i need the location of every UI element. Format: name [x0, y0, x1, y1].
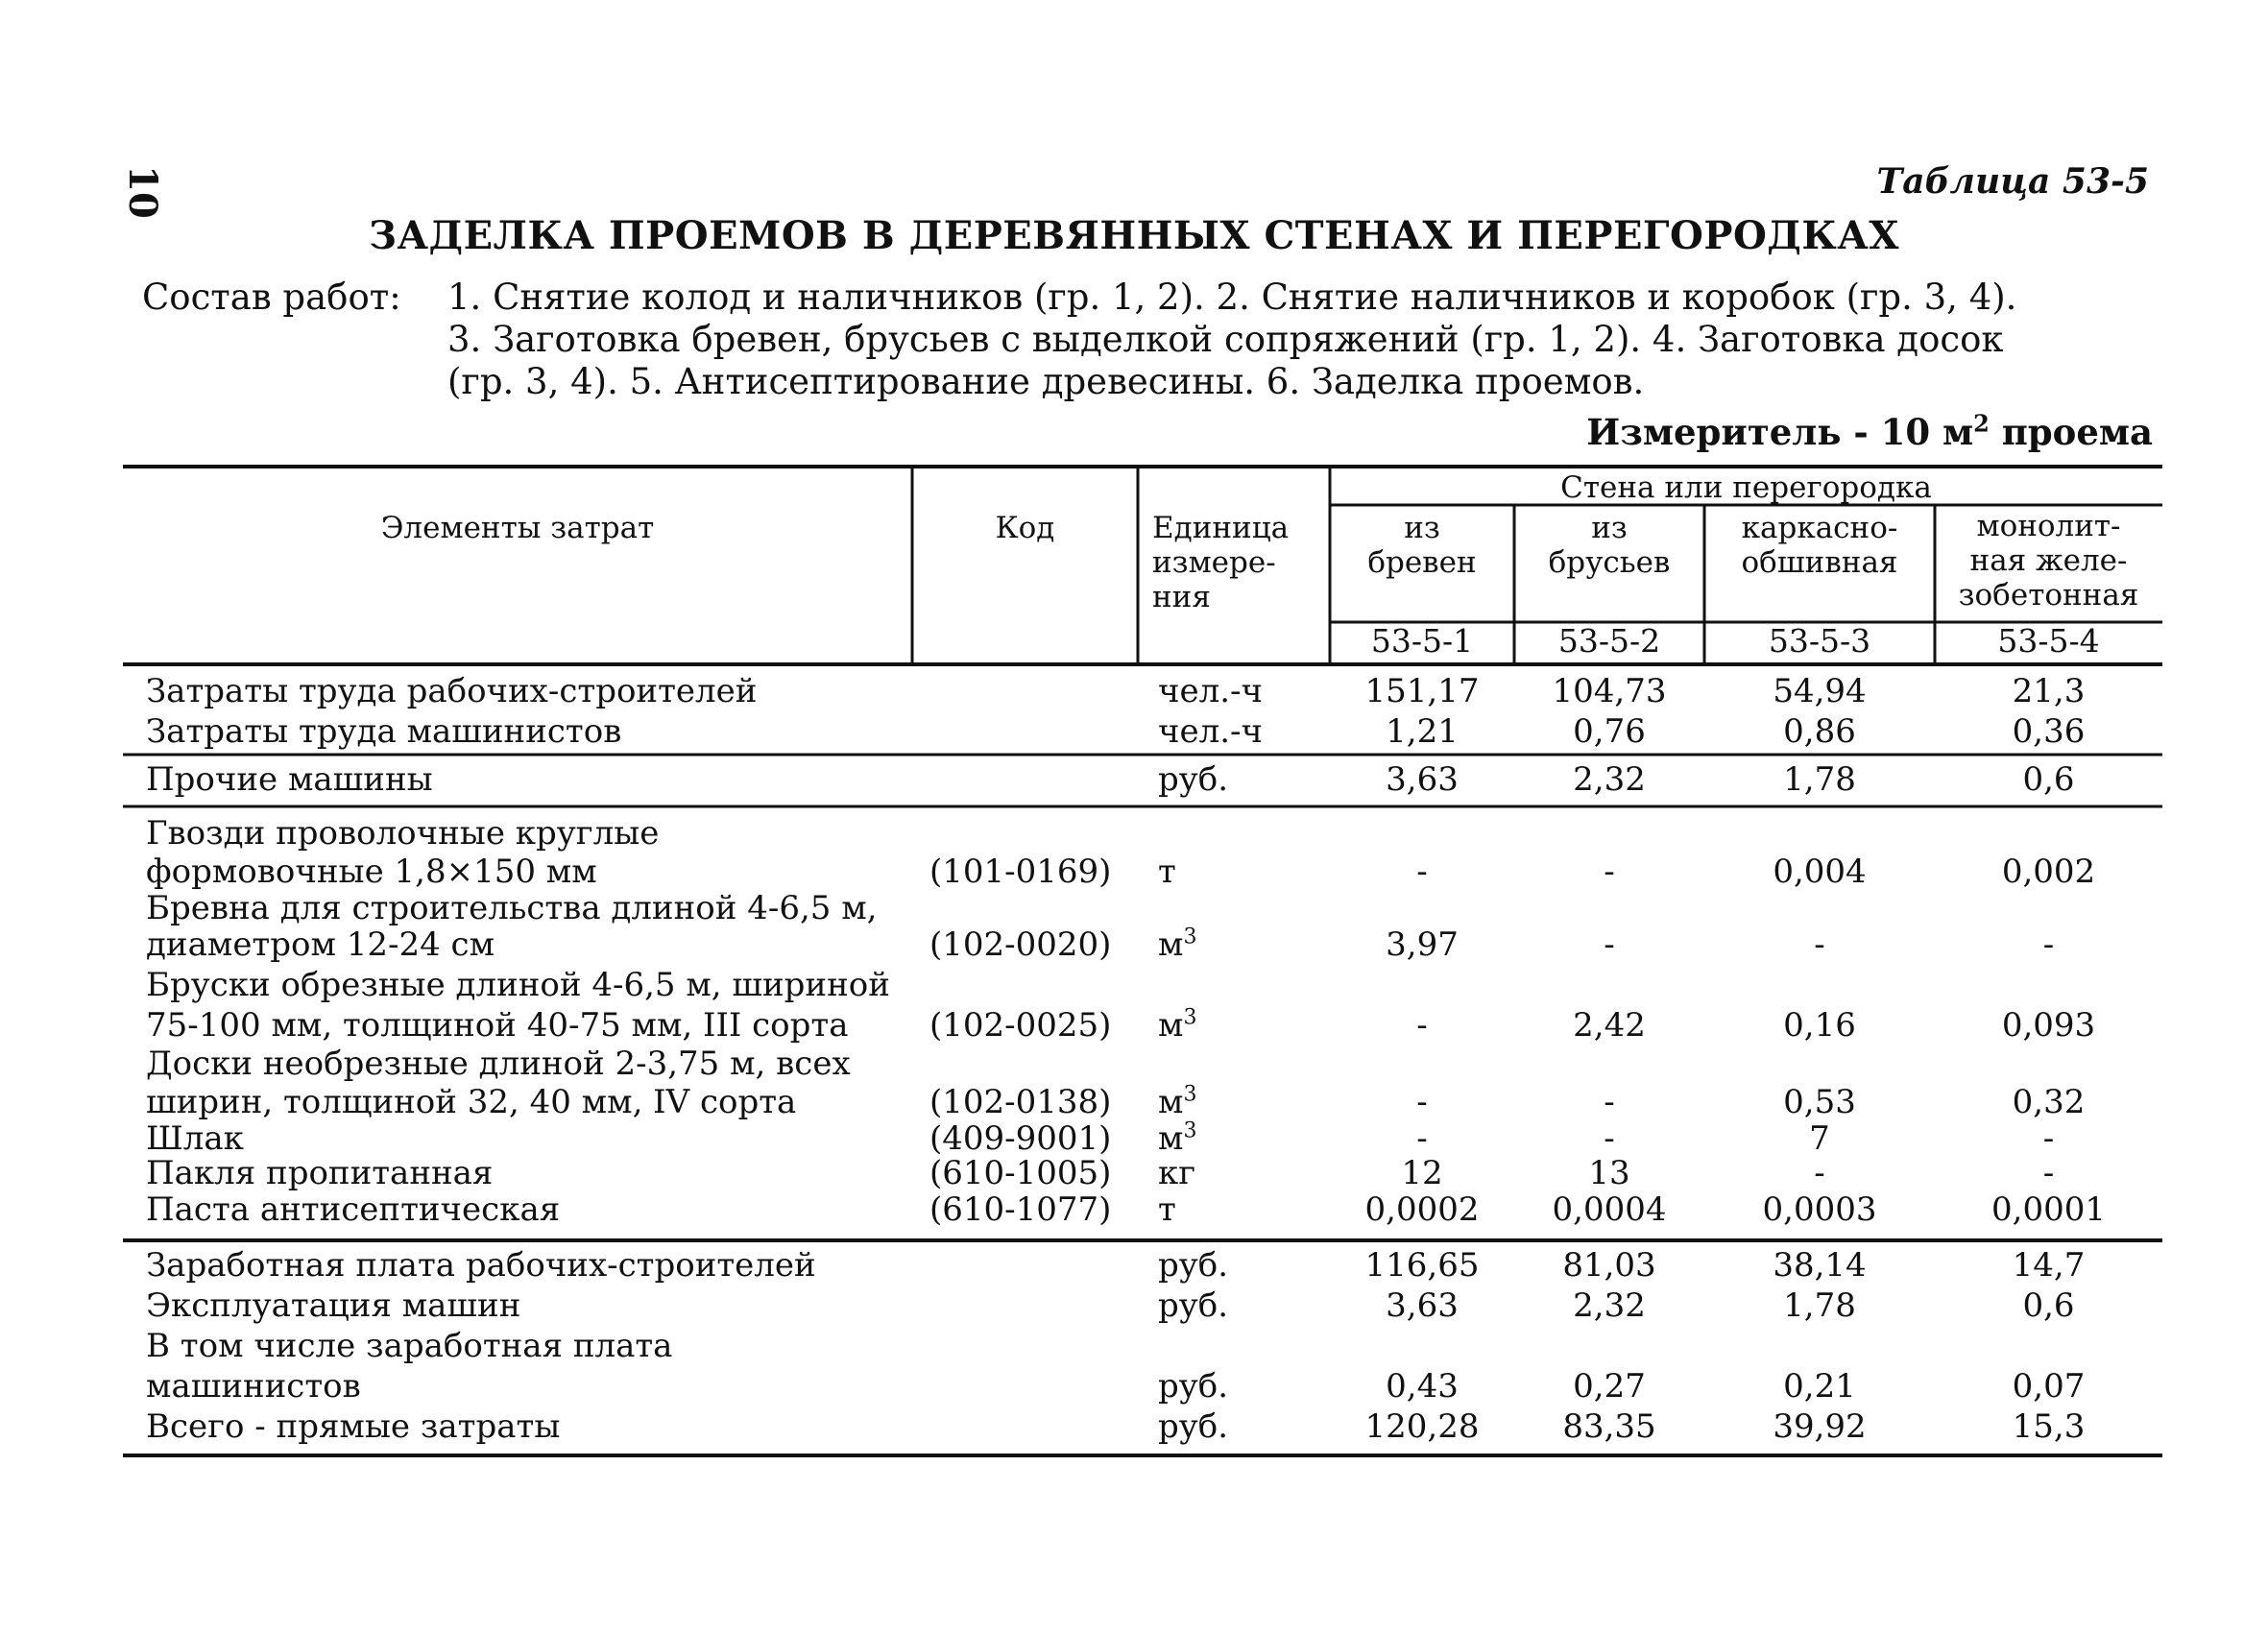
- row-unit-sup: 3: [1183, 1005, 1197, 1030]
- row-name: 75-100 мм, толщиной 40-75 мм, III сорта: [146, 1006, 849, 1045]
- row-value: -: [2042, 1154, 2055, 1192]
- header-unit: [1152, 511, 1325, 614]
- row-value: -: [1416, 1119, 1428, 1158]
- composition-label: Состав работ:: [142, 276, 401, 318]
- row-unit: [1158, 1190, 1176, 1229]
- page-number: 10: [120, 165, 165, 219]
- row-unit-sup: 3: [1183, 925, 1197, 949]
- row-value: 1,78: [1783, 1286, 1856, 1325]
- row-unit: [1158, 1083, 1196, 1121]
- row-value: 7: [1809, 1119, 1830, 1158]
- row-unit: [1158, 1286, 1228, 1325]
- row-name: формовочные 1,8×150 мм: [146, 853, 597, 891]
- composition-line: (гр. 3, 4). 5. Антисептирование древесины. 6. Заделка проемов.: [447, 361, 1645, 402]
- measure-text: Измеритель - 10 м: [1586, 411, 1974, 453]
- row-value: 0,86: [1783, 712, 1856, 751]
- row-value: 0,004: [1773, 853, 1867, 891]
- row-value: 13: [1588, 1154, 1630, 1192]
- row-name: Бревна для строительства длиной 4-6,5 м,: [146, 889, 878, 927]
- row-name: Гвозди проволочные круглые: [146, 814, 660, 853]
- row-value: 120,28: [1364, 1407, 1480, 1446]
- row-unit: [1158, 1246, 1228, 1285]
- row-value: 15,3: [2012, 1407, 2086, 1446]
- row-value: 104,73: [1552, 672, 1667, 710]
- row-value: 0,0001: [1991, 1190, 2106, 1229]
- row-value: 3,63: [1386, 760, 1459, 799]
- header-col-line: зобетонная: [1958, 578, 2139, 613]
- row-code: (102-0138): [929, 1083, 1112, 1121]
- header-col-line: бревен: [1367, 545, 1477, 580]
- header-col-line: брусьев: [1548, 545, 1671, 580]
- row-value: 2,32: [1573, 760, 1646, 799]
- row-unit-sup: 3: [1183, 1118, 1197, 1143]
- row-value: 81,03: [1562, 1246, 1656, 1285]
- row-unit-text: чел.-ч: [1158, 712, 1263, 751]
- header-col-line: обшивная: [1741, 545, 1898, 580]
- header-col-4: [1935, 509, 2162, 613]
- row-value: 2,32: [1573, 1286, 1646, 1325]
- row-value: 0,43: [1386, 1367, 1459, 1406]
- row-value: -: [1416, 1006, 1428, 1045]
- row-unit-text: кг: [1158, 1154, 1196, 1192]
- row-unit: [1158, 672, 1263, 710]
- row-value: 0,16: [1783, 1006, 1856, 1045]
- header-unit-line: ния: [1152, 580, 1211, 614]
- row-value: 0,0004: [1552, 1190, 1667, 1229]
- row-unit: [1158, 1154, 1195, 1192]
- row-value: 0,21: [1783, 1367, 1856, 1406]
- row-value: -: [1416, 853, 1428, 891]
- row-unit-text: м: [1158, 925, 1184, 964]
- row-code: (102-0020): [929, 925, 1112, 964]
- row-value: -: [1604, 925, 1615, 964]
- row-value: -: [1604, 1119, 1615, 1158]
- row-unit: [1158, 1006, 1196, 1045]
- header-col-line: из: [1591, 511, 1628, 545]
- row-unit-text: руб.: [1158, 1246, 1229, 1285]
- header-unit-line: измере-: [1152, 545, 1276, 580]
- header-col-2: [1514, 511, 1704, 580]
- row-value: 0,002: [2001, 853, 2096, 891]
- header-code-3: 53-5-3: [1768, 622, 1871, 660]
- row-value: 0,093: [2001, 1006, 2096, 1045]
- document-title: ЗАДЕЛКА ПРОЕМОВ В ДЕРЕВЯННЫХ СТЕНАХ И ПЕРЕГОРОДКАХ: [369, 213, 1899, 258]
- row-value: 0,36: [2012, 712, 2086, 751]
- measure-suffix: проема: [1989, 411, 2153, 453]
- row-name: Паста антисептическая: [146, 1190, 561, 1229]
- row-value: 0,53: [1783, 1083, 1856, 1121]
- row-code: (610-1005): [929, 1154, 1112, 1192]
- header-elements: Элементы затрат: [380, 511, 655, 545]
- row-name: Шлак: [146, 1119, 244, 1158]
- header-col-line: из: [1404, 511, 1440, 545]
- header-col-3: [1704, 511, 1935, 580]
- row-value: 0,07: [2012, 1367, 2086, 1406]
- row-code: (409-9001): [929, 1119, 1112, 1158]
- row-value: 0,6: [2022, 1286, 2075, 1325]
- row-value: 0,32: [2012, 1083, 2086, 1121]
- measure-sup: 2: [1973, 409, 1990, 438]
- header-group: Стена или перегородка: [1560, 470, 1932, 505]
- row-value: -: [1814, 925, 1825, 964]
- row-name: машинистов: [146, 1367, 361, 1406]
- row-name: ширин, толщиной 32, 40 мм, IV сорта: [146, 1083, 797, 1121]
- row-name: Затраты труда рабочих-строителей: [146, 672, 758, 710]
- composition-line: 3. Заготовка бревен, брусьев с выделкой сопряжений (гр. 1, 2). 4. Заготовка досок: [447, 319, 2004, 360]
- row-value: 38,14: [1773, 1246, 1867, 1285]
- row-code: (610-1077): [929, 1190, 1112, 1229]
- row-name: диаметром 12-24 см: [146, 925, 495, 964]
- table-label: Таблица 53-5: [1876, 161, 2149, 202]
- row-name: Затраты труда машинистов: [146, 712, 622, 751]
- header-col-line: каркасно-: [1741, 511, 1898, 545]
- row-value: 116,65: [1364, 1246, 1480, 1285]
- row-value: 1,21: [1386, 712, 1459, 751]
- row-unit: [1158, 1367, 1228, 1406]
- header-code-1: 53-5-1: [1370, 622, 1474, 660]
- row-value: 14,7: [2012, 1246, 2086, 1285]
- row-value: 3,63: [1386, 1286, 1459, 1325]
- row-unit-text: т: [1158, 853, 1176, 891]
- row-name: В том числе заработная плата: [146, 1327, 673, 1365]
- header-code-4: 53-5-4: [1997, 622, 2100, 660]
- row-value: 54,94: [1773, 672, 1867, 710]
- row-value: 0,6: [2022, 760, 2075, 799]
- row-value: 0,76: [1573, 712, 1646, 751]
- row-value: 1,78: [1783, 760, 1856, 799]
- composition-text: [447, 276, 2157, 403]
- row-name: Доски необрезные длиной 2-3,75 м, всех: [146, 1045, 851, 1083]
- row-name: Прочие машины: [146, 760, 433, 799]
- row-value: 151,17: [1364, 672, 1480, 710]
- row-name: Бруски обрезные длиной 4-6,5 м, шириной: [146, 966, 890, 1004]
- header-col-line: монолит-: [1976, 509, 2121, 543]
- row-unit-text: т: [1158, 1190, 1176, 1229]
- row-unit: [1158, 1407, 1228, 1446]
- row-value: -: [1416, 1083, 1428, 1121]
- row-name: Пакля пропитанная: [146, 1154, 494, 1192]
- row-unit: [1158, 853, 1176, 891]
- row-value: 21,3: [2012, 672, 2086, 710]
- row-value: -: [2042, 1119, 2055, 1158]
- row-unit-sup: 3: [1183, 1082, 1197, 1107]
- row-value: 83,35: [1562, 1407, 1656, 1446]
- row-name: Эксплуатация машин: [146, 1286, 521, 1325]
- row-unit: [1158, 1119, 1196, 1158]
- row-name: Всего - прямые затраты: [146, 1407, 561, 1446]
- header-col-1: [1330, 511, 1514, 580]
- header-code: Код: [995, 511, 1055, 545]
- row-name: Заработная плата рабочих-строителей: [146, 1246, 816, 1285]
- row-unit-text: чел.-ч: [1158, 672, 1263, 710]
- measure-unit: [1586, 411, 2153, 453]
- row-value: 39,92: [1773, 1407, 1867, 1446]
- row-code: (101-0169): [929, 853, 1112, 891]
- composition-line: 1. Снятие колод и наличников (гр. 1, 2). 2. Снятие наличников и коробок (гр. 3, 4).: [447, 276, 2017, 318]
- row-unit-text: м: [1158, 1083, 1184, 1121]
- row-unit-text: руб.: [1158, 1286, 1229, 1325]
- row-unit: [1158, 712, 1263, 751]
- row-unit-text: руб.: [1158, 760, 1229, 799]
- row-value: 0,27: [1573, 1367, 1646, 1406]
- row-value: 2,42: [1573, 1006, 1646, 1045]
- row-value: 12: [1401, 1154, 1443, 1192]
- header-code-2: 53-5-2: [1557, 622, 1661, 660]
- row-value: 0,0003: [1762, 1190, 1877, 1229]
- row-unit-text: м: [1158, 1119, 1184, 1158]
- row-value: -: [1814, 1154, 1825, 1192]
- row-code: (102-0025): [929, 1006, 1112, 1045]
- row-unit-text: руб.: [1158, 1367, 1229, 1406]
- row-unit-text: м: [1158, 1006, 1184, 1045]
- header-col-line: ная желе-: [1969, 543, 2128, 578]
- row-value: -: [1604, 853, 1615, 891]
- row-unit: [1158, 925, 1196, 964]
- row-value: 3,97: [1386, 925, 1459, 964]
- row-value: -: [1604, 1083, 1615, 1121]
- row-value: 0,0002: [1364, 1190, 1480, 1229]
- row-unit: [1158, 760, 1228, 799]
- row-unit-text: руб.: [1158, 1407, 1229, 1446]
- row-value: -: [2042, 925, 2055, 964]
- header-unit-line: Единица: [1152, 511, 1290, 545]
